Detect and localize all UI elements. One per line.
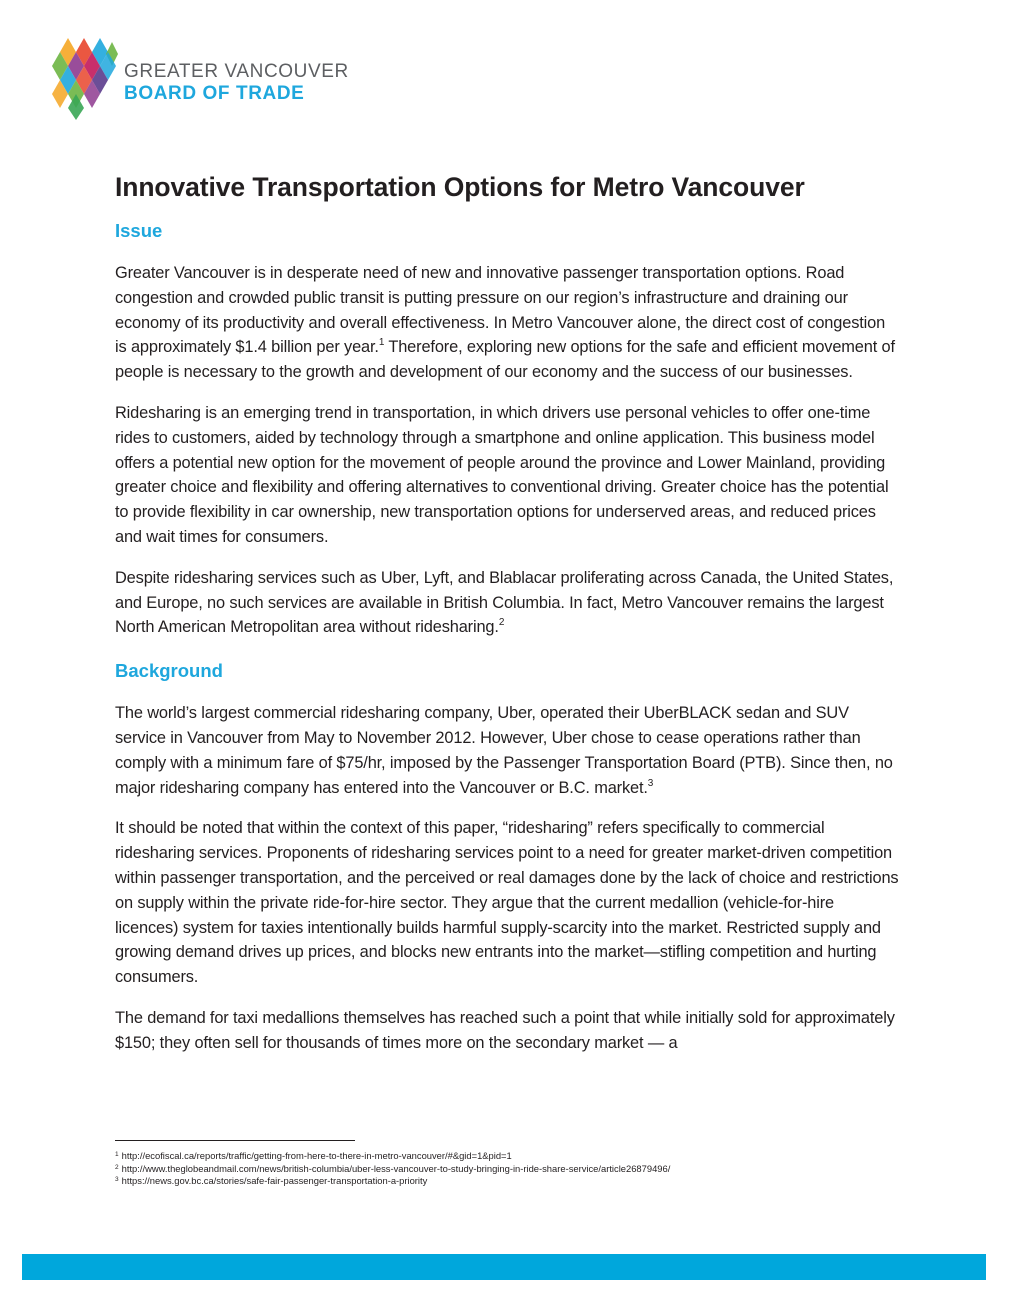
section-heading-background: Background bbox=[115, 660, 223, 682]
paragraph-text-continued: Therefore, exploring new options for the safe and efficient movement of people is necessary to the growth and development of our economy and the success of our businesses. bbox=[115, 338, 895, 382]
footnote-number: 3 bbox=[115, 1176, 119, 1183]
footnote-divider bbox=[115, 1140, 355, 1141]
document-title: Innovative Transportation Options for Metro Vancouver bbox=[115, 172, 805, 202]
paragraph-text: Despite ridesharing services such as Uber, Lyft, and Blablacar proliferating across Canada, the United States, and Europe, no such services are available in British Columbia. In fact, Metro Vancouver remains the largest North American Metropolitan area without ridesharing. bbox=[115, 568, 894, 637]
logo-org-line2: BOARD OF TRADE bbox=[124, 83, 305, 104]
footnote-link[interactable]: http://ecofiscal.ca/reports/traffic/getting-from-here-to-there-in-metro-vancouver/#&gid=1&pid=1 bbox=[121, 1150, 512, 1161]
issue-paragraph-3 bbox=[115, 566, 900, 640]
footnote-number: 2 bbox=[115, 1163, 119, 1171]
footer-accent-bar bbox=[22, 1254, 986, 1280]
logo-org-line1: GREATER VANCOUVER bbox=[124, 61, 349, 82]
paragraph-text: The world’s largest commercial ridesharing company, Uber, operated their UberBLACK sedan and SUV service in Vancouver from May to November 2012. However, Uber chose to cease operations rather than comply with a minimum fare of $75/hr, imposed by the Passenger Transportation Board (PTB). Since then, no major ridesharing company has entered into the Vancouver or B.C. market. bbox=[115, 704, 893, 797]
background-paragraph-1 bbox=[115, 701, 900, 800]
background-paragraph-2 bbox=[115, 816, 900, 990]
background-paragraph-3 bbox=[115, 1006, 900, 1056]
footnote-link[interactable]: https://news.gov.bc.ca/stories/safe-fair-passenger-transportation-a-priority bbox=[121, 1175, 428, 1186]
issue-paragraph-2 bbox=[115, 401, 900, 550]
org-logo bbox=[50, 36, 370, 122]
footnote-3 bbox=[115, 1175, 915, 1188]
paragraph-text: The demand for taxi medallions themselves has reached such a point that while initially sold for approximately $150; they often sell for thousands of times more on the secondary market — a bbox=[115, 1008, 895, 1052]
footnote-link[interactable]: http://www.theglobeandmail.com/news/british-columbia/uber-less-vancouver-to-study-bringing-in-ride-share-service/article26879496/ bbox=[121, 1162, 671, 1174]
paragraph-text: It should be noted that within the context of this paper, “ridesharing” refers specifically to commercial ridesharing services. Proponents of ridesharing services point to a need for greater market-driven competition within passenger transportation, and the perceived or real damages done by the lack of choice and restrictions on supply within the private ride-for-hire sector. They argue that the current medallion (vehicle-for-hire licences) system for taxies intentionally builds harmful supply-scarcity into the market. Restricted supply and growing demand drives up prices, and blocks new entrants into the market—stifling competition and hurting consumers. bbox=[115, 819, 899, 987]
diamond-mosaic-icon bbox=[50, 36, 120, 122]
footnote-2 bbox=[115, 1163, 915, 1176]
footnotes bbox=[115, 1150, 915, 1188]
footnote-ref-3: 3 bbox=[647, 777, 654, 789]
footnote-ref-2: 2 bbox=[498, 617, 505, 629]
footnote-ref-1: 1 bbox=[378, 337, 385, 349]
paragraph-text: Greater Vancouver is in desperate need of new and innovative passenger transportation options. Road congestion and crowded public transit is putting pressure on our region’s infrastructure and draining our economy of its productivity and overall effectiveness. In Metro Vancouver alone, the direct cost of congestion is approximately $1.4 billion per year. bbox=[115, 264, 886, 357]
section-heading-issue: Issue bbox=[115, 220, 163, 241]
footnote-number: 1 bbox=[115, 1151, 119, 1158]
document-body bbox=[115, 172, 900, 1072]
paragraph-text: Ridesharing is an emerging trend in transportation, in which drivers use personal vehicles to offer one-time rides to customers, aided by technology through a smartphone and online application. This business model offers a potential new option for the movement of people around the province and Lower Mainland, providing greater choice and flexibility and offering alternatives to conventional driving. Greater choice has the potential to provide flexibility in car ownership, new transportation options for underserved areas, and reduced prices and wait times for consumers. bbox=[115, 403, 889, 546]
footnote-1 bbox=[115, 1150, 915, 1163]
issue-paragraph-1 bbox=[115, 261, 900, 385]
